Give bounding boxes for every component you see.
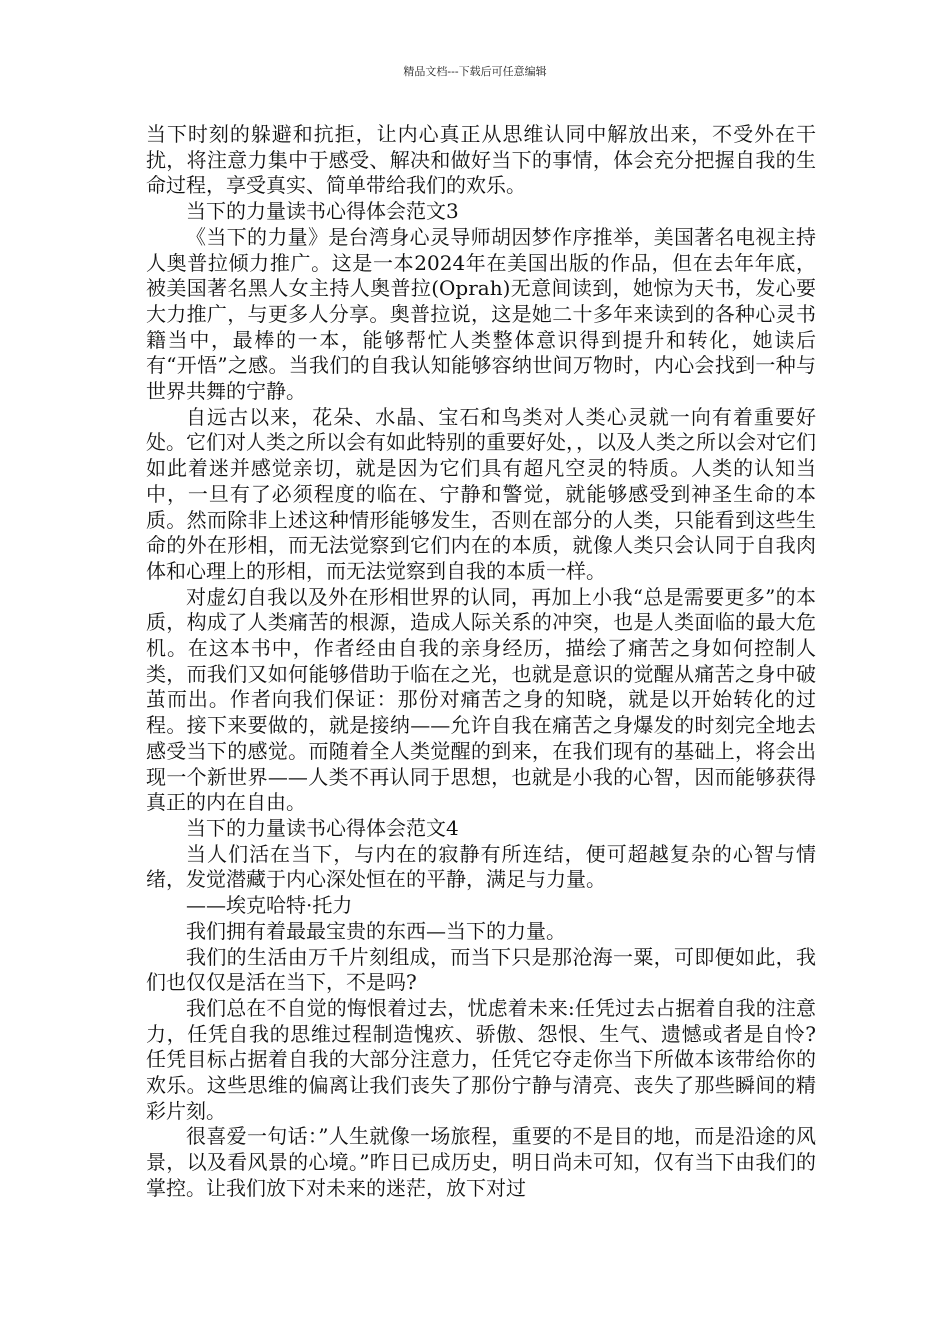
page-header: 精品文档---下载后可任意编辑 [403,65,547,78]
paragraph-7: 我们总在不自觉的悔恨着过去，忧虑着未来:任凭过去占据着自我的注意力，任凭自我的思维过程制造愧疚、骄傲、怨恨、生气、遗憾或者是自怜?任凭目标占据着自我的大部分注意力，任凭它夺走你当下所做本该带给你的欢乐。这些思维的偏离让我们丧失了那份宁静与清亮、丧失了那些瞬间的精彩片刻。 [146,995,816,1123]
quote-attribution: ——埃克哈特·托力 [186,893,353,918]
paragraph-5: 我们拥有着最最宝贵的东西—当下的力量。 [186,918,566,943]
paragraph-3: 自远古以来，花朵、水晶、宝石和鸟类对人类心灵就一向有着重要好处。它们对人类之所以会有如此特别的重要好处，，以及人类之所以会对它们如此着迷并感觉亲切，就是因为它们具有超凡空灵的特质。人类的认知当中，一旦有了必须程度的临在、宁静和警觉，就能够感受到神圣生命的本质。然而除非上述这种情形能够发生，否则在部分的人类，只能看到这些生命的外在形相，而无法觉察到它们内在的本质，就像人类只会认同于自我肉体和心理上的形相，而无法觉察到自我的本质一样。 [146,404,816,583]
section-heading-3: 当下的力量读书心得体会范文3 [186,199,459,224]
document-body [146,122,816,1202]
section-heading-4: 当下的力量读书心得体会范文4 [186,815,459,840]
paragraph-2: 《当下的力量》是台湾身心灵导师胡因梦作序推举，美国著名电视主持人奥普拉倾力推广。这是一本2024年在美国出版的作品，但在去年年底，被美国著名黑人女主持人奥普拉(Oprah)无意间读到，她惊为天书，发心要大力推广，与更多人分享。奥普拉说，这是她二十多年来读到的各种心灵书籍当中，最棒的一本，能够帮忙人类整体意识得到提升和转化，她读后有“开悟”之感。当我们的自我认知能够容纳世间万物时，内心会找到一种与世界共舞的宁静。 [146,224,816,404]
paragraph-4: 对虚幻自我以及外在形相世界的认同，再加上小我“总是需要更多”的本质，构成了人类痛苦的根源，造成人际关系的冲突，也是人类面临的最大危机。在这本书中，作者经由自我的亲身经历，描绘了痛苦之身如何控制人类，而我们又如何能够借助于临在之光，也就是意识的觉醒从痛苦之身中破茧而出。作者向我们保证：那份对痛苦之身的知晓，就是以开始转化的过程。接下来要做的，就是接纳——允许自我在痛苦之身爆发的时刻完全地去感受当下的感觉。而随着全人类觉醒的到来，在我们现有的基础上，将会出现一个新世界——人类不再认同于思想，也就是小我的心智，因而能够获得真正的内在自由。 [146,584,816,815]
quote-text: 当人们活在当下，与内在的寂静有所连结，便可超越复杂的心智与情绪，发觉潜藏于内心深处恒在的平静，满足与力量。 [146,841,816,892]
paragraph-6: 我们的生活由万千片刻组成，而当下只是那沧海一粟，可即便如此，我们也仅仅是活在当下，不是吗? [146,944,816,995]
paragraph-8: 很喜爱一句话：”人生就像一场旅程，重要的不是目的地，而是沿途的风景，以及看风景的心境。”昨日已成历史，明日尚未可知，仅有当下由我们的掌控。让我们放下对未来的迷茫，放下对过 [146,1124,816,1200]
paragraph-1: 当下时刻的躲避和抗拒，让内心真正从思维认同中解放出来，不受外在干扰，将注意力集中于感受、解决和做好当下的事情，体会充分把握自我的生命过程，享受真实、简单带给我们的欢乐。 [146,122,816,198]
